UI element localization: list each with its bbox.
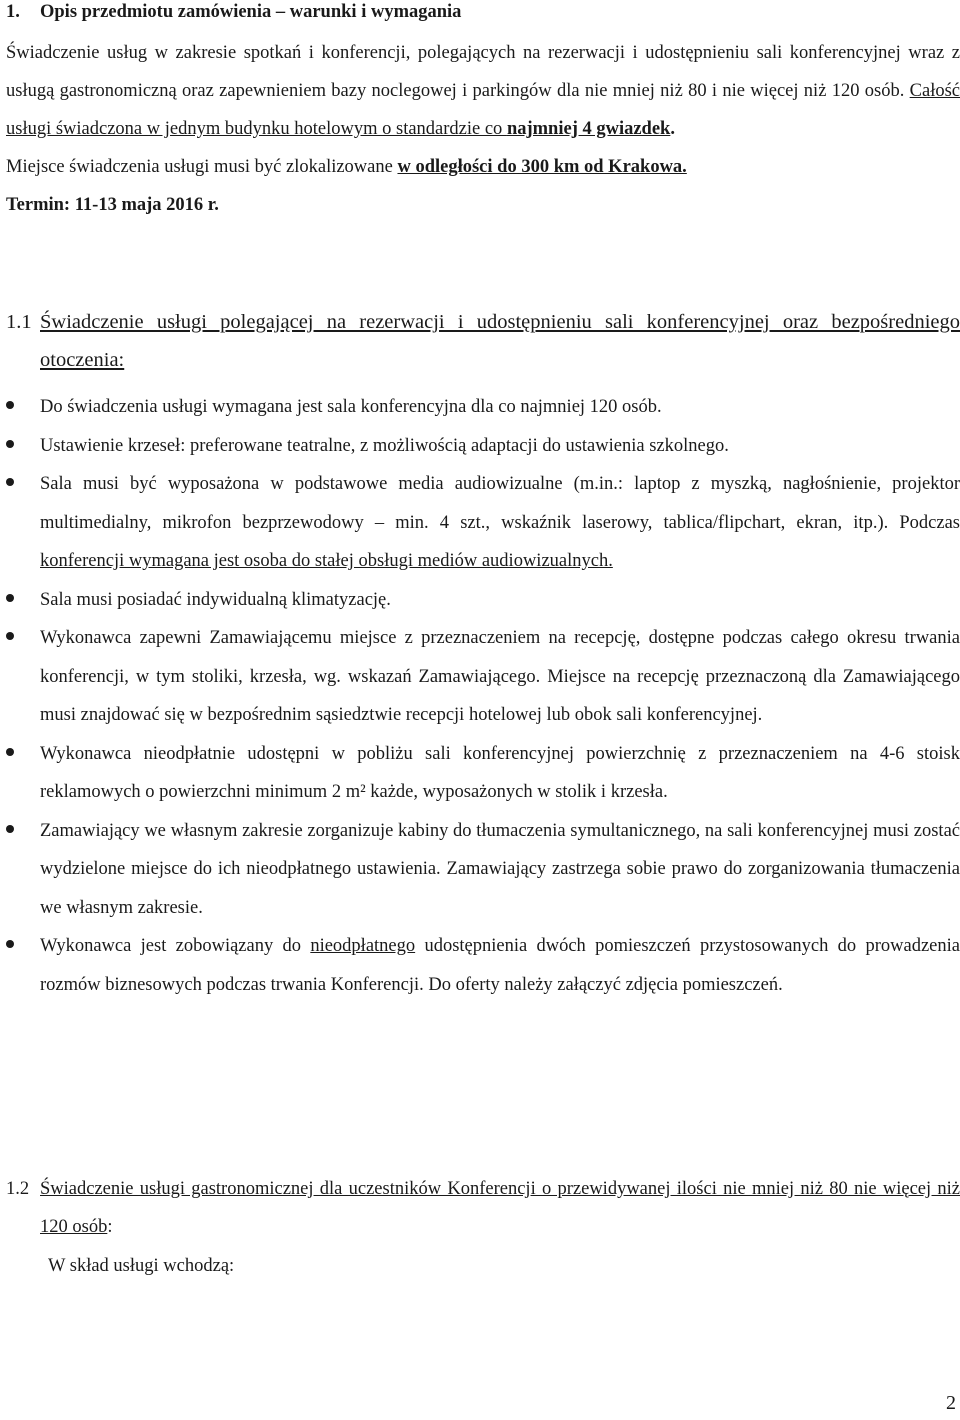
section-1-1-number: 1.1 bbox=[6, 311, 32, 333]
intro-paragraph-2 bbox=[6, 148, 960, 186]
section-1-2 bbox=[6, 1170, 960, 1246]
list-item-text: Do świadczenia usługi wymagana jest sala konferencyjna dla co najmniej 120 osób. bbox=[40, 397, 662, 417]
section-1-2-colon: : bbox=[107, 1217, 113, 1237]
intro-text bbox=[6, 34, 960, 224]
intro-period: . bbox=[670, 119, 675, 139]
list-item bbox=[6, 388, 960, 427]
section-1-2-title bbox=[6, 1170, 960, 1246]
requirements-list bbox=[6, 388, 960, 1004]
list-item bbox=[6, 427, 960, 466]
bullet-icon bbox=[6, 440, 14, 448]
list-item bbox=[6, 812, 960, 928]
list-item-underlined-text: konferencji wymagana jest osoba do stałej obsługi mediów audiowizualnych. bbox=[40, 551, 613, 571]
section-1-2-subtitle: W skład usługi wchodzą: bbox=[48, 1256, 235, 1276]
section-heading bbox=[6, 0, 461, 24]
list-item-text: Ustawienie krzeseł: preferowane teatralne, z możliwością adaptacji do ustawienia szkolnego. bbox=[40, 435, 729, 456]
list-item-text: Sala musi posiadać indywidualną klimatyzację. bbox=[40, 589, 391, 610]
bullet-icon bbox=[6, 940, 14, 948]
bullet-icon bbox=[6, 478, 14, 486]
section-1-2-title-underlined: Świadczenie usługi gastronomicznej dla uczestników Konferencji o przewidywanej ilości nie mniej niż 80 nie więcej niż 120 osób bbox=[40, 1179, 960, 1237]
list-item bbox=[6, 581, 960, 620]
bullet-icon bbox=[6, 594, 14, 602]
page-number: 2 bbox=[946, 1392, 956, 1414]
bullet-icon bbox=[6, 401, 14, 409]
list-item-text: udostępnienia dwóch pomieszczeń przystosowanych do prowadzenia rozmów biznesowych podczas trwania Konferencji. Do oferty należy załączyć zdjęcia pomieszczeń. bbox=[40, 936, 960, 995]
section-1-1-title bbox=[6, 303, 960, 379]
section-1-1-title-text: Świadczenie usługi polegającej na rezerwacji i udostępnieniu sali konferencyjnej oraz bezpośredniego otoczenia: bbox=[40, 311, 960, 371]
heading-title: Opis przedmiotu zamówienia – warunki i wymagania bbox=[40, 2, 462, 22]
list-item-text: Wykonawca nieodpłatnie udostępni w pobliżu sali konferencyjnej powierzchnię z przeznaczeniem na 4-6 stoisk reklamowych o powierzchni minimum 2 m² każde, wyposażonych w stolik i krzesła. bbox=[40, 743, 960, 802]
list-item-underlined-text: nieodpłatnego bbox=[310, 936, 416, 956]
bullet-icon bbox=[6, 632, 14, 640]
location-text: Miejsce świadczenia usługi musi być zlokalizowane bbox=[6, 157, 398, 177]
section-1-2-number: 1.2 bbox=[6, 1179, 30, 1199]
bullet-icon bbox=[6, 748, 14, 756]
list-item-text: Zamawiający we własnym zakresie zorganizuje kabiny do tłumaczenia symultanicznego, na sali konferencyjnej musi zostać wydzielone miejsce do ich nieodpłatnego ustawienia. Zamawiający zastrzega sobie prawo do zorganizowania tłumaczenia we własnym zakresie. bbox=[40, 820, 960, 918]
list-item bbox=[6, 927, 960, 1004]
intro-bold-underlined-run: najmniej 4 gwiazdek bbox=[506, 119, 671, 139]
intro-paragraph-3 bbox=[6, 186, 960, 224]
list-item-text: Sala musi być wyposażona w podstawowe media audiowizualne (m.in.: laptop z myszką, nagłośnienie, projektor multimedialny, mikrofon bezprzewodowy – min. 4 szt., wskaźnik laserowy, tablica/flipchart, ekran, itp.). Podczas bbox=[40, 474, 960, 533]
intro-paragraph-1 bbox=[6, 34, 960, 148]
list-item bbox=[6, 465, 960, 581]
location-distance: w odległości do 300 km od Krakowa. bbox=[397, 157, 687, 177]
list-item-text: Wykonawca jest zobowiązany do bbox=[40, 936, 311, 956]
heading-number: 1. bbox=[6, 2, 20, 22]
intro-text-run: Świadczenie usług w zakresie spotkań i konferencji, polegających na rezerwacji i udostępnieniu sali konferencyjnej wraz z usługą gastronomiczną oraz zapewnieniem bazy noclegowej i parkingów dla nie mniej niż 80 i nie więcej niż 120 osób. bbox=[6, 43, 960, 101]
list-item-text: Wykonawca zapewni Zamawiającemu miejsce z przeznaczeniem na recepcję, dostępne podczas całego okresu trwania konferencji, w tym stoliki, krzesła, wg. wskazań Zamawiającego. Miejsce na recepcję przeznaczoną dla Zamawiającego musi znajdować się w bezpośrednim sąsiedztwie recepcji hotelowej lub obok sali konferencyjnej. bbox=[40, 628, 960, 725]
list-item bbox=[6, 619, 960, 735]
list-item bbox=[6, 735, 960, 812]
section-1-1 bbox=[6, 303, 960, 379]
event-date: Termin: 11-13 maja 2016 r. bbox=[6, 195, 219, 215]
intro-underlined-run: Całość usługi świadczona w jednym budynku hotelowym o standardzie co bbox=[6, 81, 960, 139]
section-1-2-title-text bbox=[40, 1170, 960, 1246]
bullet-icon bbox=[6, 825, 14, 833]
